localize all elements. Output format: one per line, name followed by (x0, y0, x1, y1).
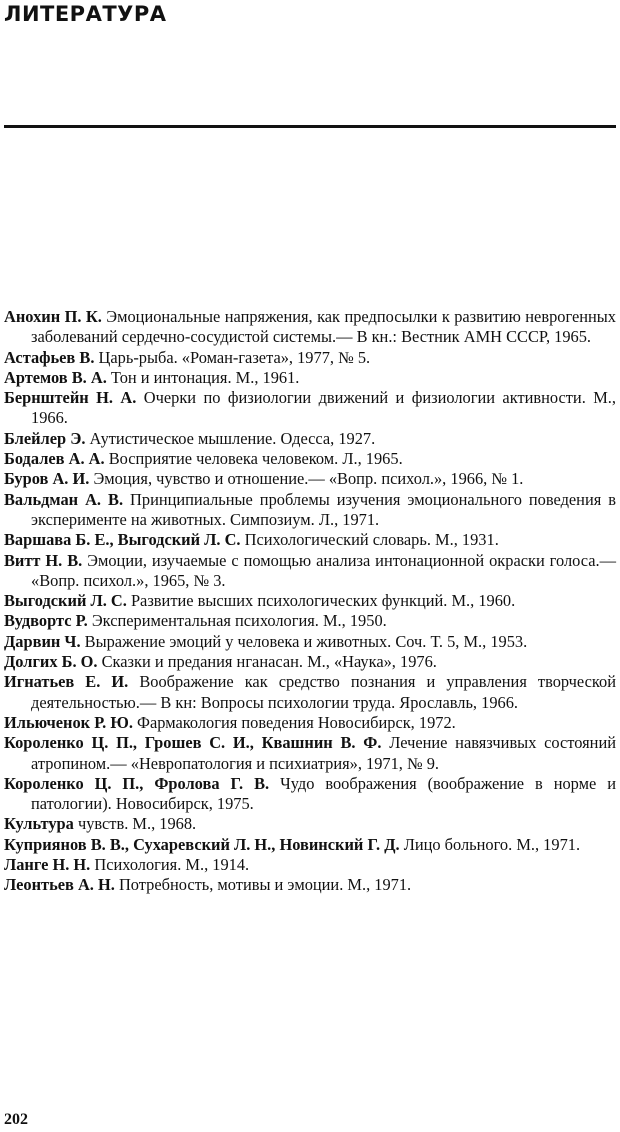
reference-author: Короленко Ц. П., Грошев С. И., Квашнин В. Ф. (4, 733, 382, 753)
reference-entry (4, 713, 616, 733)
reference-author: Витт Н. В. (4, 550, 83, 570)
reference-text: Очерки по физиологии движений и физиологии активности. М., 1966. (31, 388, 617, 428)
reference-author: Вальдман А. В. (4, 489, 124, 509)
reference-entry (4, 652, 616, 672)
reference-author: Культура (4, 814, 74, 834)
reference-author: Блейлер Э. (4, 428, 86, 448)
reference-entry (4, 855, 616, 875)
reference-text: Развитие высших психологических функций. М., 1960. (130, 591, 516, 611)
reference-text: Лечение навязчивых состояний атропином.— «Невропатология и психиатрия», 1971, № 9. (31, 733, 616, 773)
reference-text: Восприятие человека человеком. Л., 1965. (108, 449, 403, 469)
reference-text: Лицо больного. М., 1971. (403, 834, 581, 854)
reference-entry (4, 632, 616, 652)
reference-text: Тон и интонация. М., 1961. (110, 367, 300, 387)
reference-text: Психологический словарь. М., 1931. (244, 530, 499, 550)
reference-text: Царь-рыба. «Роман-газета», 1977, № 5. (98, 347, 371, 367)
reference-author: Буров А. И. (4, 469, 90, 489)
reference-entry (4, 551, 616, 592)
reference-author: Вудвортс Р. (4, 611, 88, 631)
reference-entry (4, 490, 616, 531)
reference-list (4, 307, 616, 896)
reference-text: Сказки и предания нганасан. М., «Наука», 1976. (101, 652, 437, 672)
reference-author: Варшава Б. Е., Выгодский Л. С. (4, 530, 241, 550)
reference-entry (4, 429, 616, 449)
reference-author: Леонтьев А. Н. (4, 875, 115, 895)
reference-text: Выражение эмоций у человека и животных. Соч. Т. 5, М., 1953. (84, 631, 528, 651)
reference-author: Короленко Ц. П., Фролова Г. В. (4, 773, 270, 793)
reference-author: Куприянов В. В., Сухаревский Л. Н., Новинский Г. Д. (4, 834, 400, 854)
reference-entry (4, 449, 616, 469)
reference-text: Эмоция, чувство и отношение.— «Вопр. психол.», 1966, № 1. (93, 469, 524, 489)
reference-author: Игнатьев Е. И. (4, 672, 129, 692)
reference-entry (4, 835, 616, 855)
reference-text: Фармакология поведения Новосибирск, 1972. (137, 712, 456, 732)
page-title: ЛИТЕРАТУРА (4, 2, 167, 26)
reference-text: Экспериментальная психология. М., 1950. (91, 611, 387, 631)
reference-entry (4, 530, 616, 550)
reference-text: Чудо воображения (воображение в норме и патологии). Новосибирск, 1975. (31, 773, 616, 814)
reference-entry (4, 611, 616, 631)
reference-text: Воображение как средство познания и управления творческой деятельностью.— В кн: Вопросы психологии труда. Ярославль, 1966. (31, 672, 616, 712)
reference-entry (4, 388, 616, 429)
reference-author: Ланге Н. Н. (4, 855, 91, 875)
reference-text: Потребность, мотивы и эмоции. М., 1971. (118, 875, 412, 895)
title-divider (4, 125, 616, 128)
reference-entry (4, 875, 616, 895)
reference-entry (4, 368, 616, 388)
reference-entry (4, 348, 616, 368)
reference-text: чувств. М., 1968. (77, 814, 197, 834)
reference-text: Принципиальные проблемы изучения эмоционального поведения в эксперименте на животных. Симпозиум. Л., 1971. (31, 489, 616, 529)
reference-author: Бернштейн Н. А. (4, 388, 137, 408)
reference-author: Артемов В. А. (4, 367, 107, 387)
reference-author: Астафьев В. (4, 347, 95, 367)
reference-author: Выгодский Л. С. (4, 591, 127, 611)
reference-author: Долгих Б. О. (4, 652, 98, 672)
reference-entry (4, 307, 616, 348)
reference-entry (4, 672, 616, 713)
page-number: 202 (4, 1111, 28, 1128)
reference-author: Анохин П. К. (4, 307, 102, 326)
reference-text: Психология. М., 1914. (94, 855, 250, 875)
reference-text: Эмоциональные напряжения, как предпосылки к развитию неврогенных заболеваний сердечно-сосудистой системы.— В кн.: Вестник АМН СССР, 1965. (31, 307, 616, 347)
reference-text: Аутистическое мышление. Одесса, 1927. (89, 428, 376, 448)
reference-author: Дарвин Ч. (4, 631, 81, 651)
reference-text: Эмоции, изучаемые с помощью анализа интонационной окраски голоса.— «Вопр. психол.», 1965, № 3. (31, 550, 616, 590)
reference-author: Ильюченок Р. Ю. (4, 712, 133, 732)
reference-entry (4, 591, 616, 611)
reference-entry (4, 733, 616, 774)
reference-entry (4, 774, 616, 815)
reference-entry (4, 814, 616, 834)
reference-entry (4, 469, 616, 489)
reference-author: Бодалев А. А. (4, 449, 105, 469)
